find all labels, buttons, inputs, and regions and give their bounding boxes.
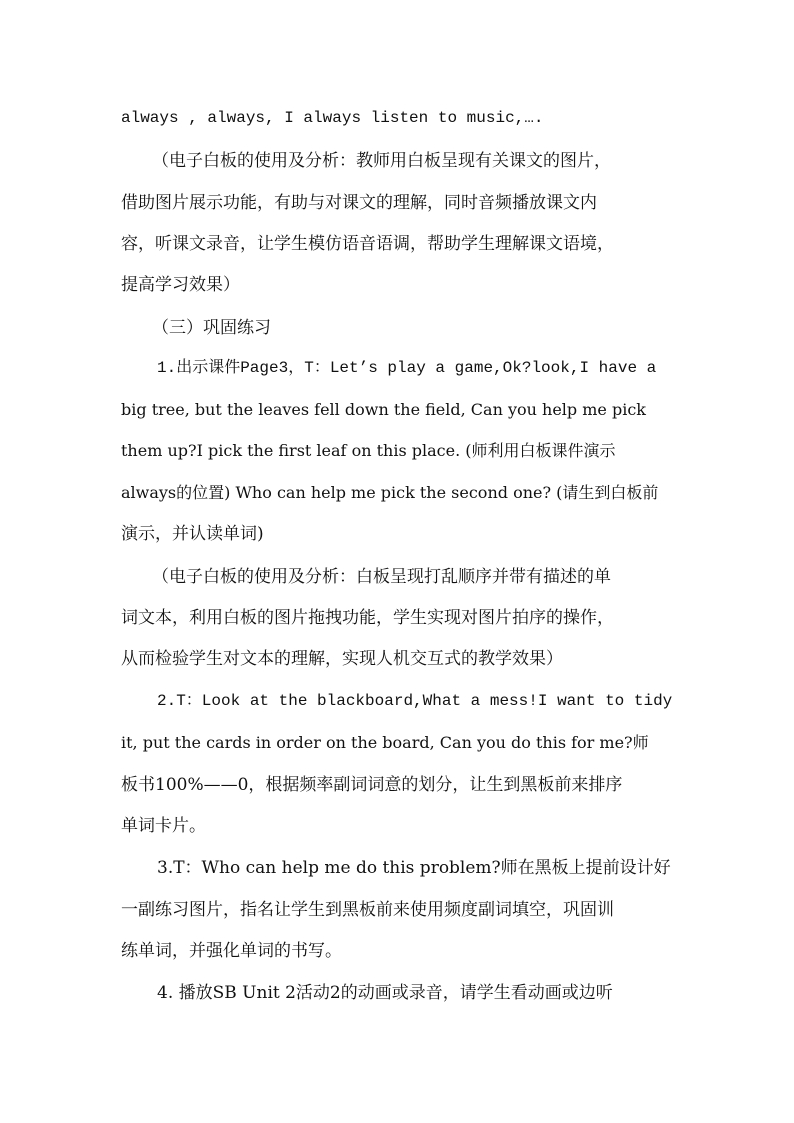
section-heading: （三）巩固练习 (152, 318, 271, 338)
text-line: 一副练习图片，指名让学生到黑板前来使用频度副词填空，巩固训 (121, 900, 614, 920)
text-line: 板书100%——0，根据频率副词词意的划分，让生到黑板前来排序 (121, 775, 623, 795)
text-line: 练单词，并强化单词的书写。 (121, 941, 342, 961)
text-line: 容，听课文录音，让学生模仿语音语调，帮助学生理解课文语境， (121, 234, 614, 254)
text-line: 1.出示课件Page3，T：Let’s play a game,Ok?look,I have a (157, 359, 657, 377)
text-line: 单词卡片。 (121, 816, 206, 836)
text-line: big tree, but the leaves fell down the field, Can you help me pick (121, 400, 646, 419)
text-line: it, put the cards in order on the board, Can you do this for me?师 (121, 733, 649, 752)
text-line: them up?I pick the first leaf on this place. (师利用白板课件演示 (121, 441, 616, 460)
text-line: 借助图片展示功能，有助与对课文的理解，同时音频播放课文内 (121, 193, 597, 213)
text-line: 演示，并认读单词) (121, 524, 264, 544)
text-line: 从而检验学生对文本的理解，实现人机交互式的教学效果） (121, 649, 563, 669)
text-line: （电子白板的使用及分析：白板呈现打乱顺序并带有描述的单 (152, 567, 611, 587)
text-line: 2.T：Look at the blackboard,What a mess!I want to tidy (157, 692, 673, 710)
text-line: 4. 播放SB Unit 2活动2的动画或录音，请学生看动画或边听 (157, 983, 613, 1003)
text-line: 3.T：Who can help me do this problem?师在黑板上提前设计好 (157, 858, 671, 878)
text-line: always , always, I always listen to music,…. (121, 109, 544, 127)
text-line: 词文本，利用白板的图片拖拽功能，学生实现对图片拍序的操作， (121, 608, 614, 628)
text-line: （电子白板的使用及分析：教师用白板呈现有关课文的图片， (152, 151, 611, 171)
text-line: always的位置) Who can help me pick the second one? (请生到白板前 (121, 483, 659, 502)
text-line: 提高学习效果） (121, 275, 240, 295)
